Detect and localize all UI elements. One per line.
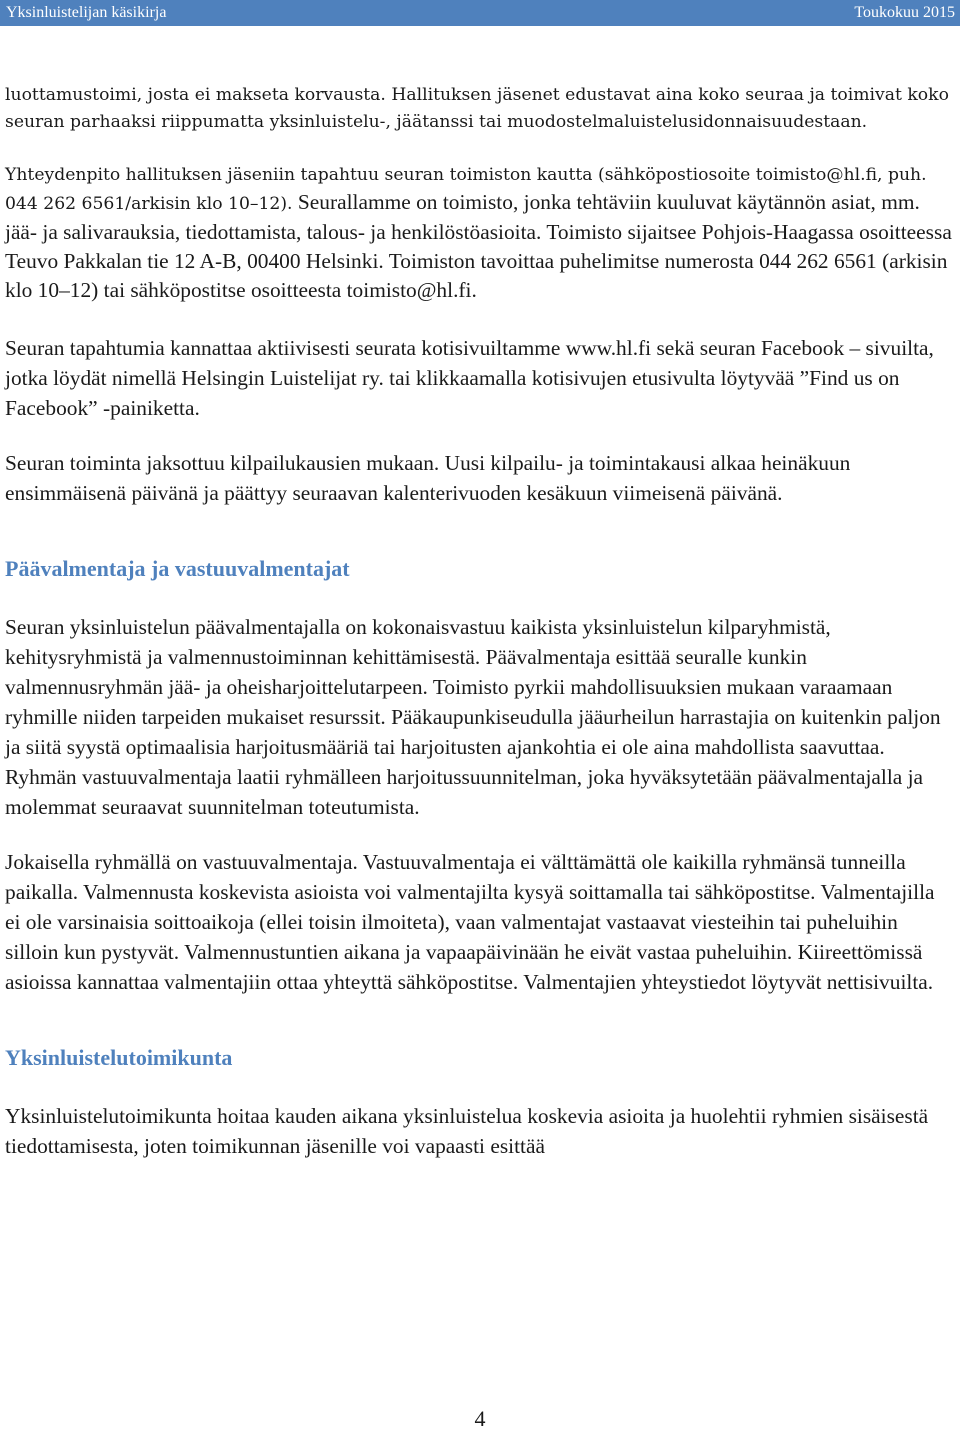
heading-paavalmentaja: Päävalmentaja ja vastuuvalmentajat bbox=[5, 555, 350, 581]
document-date: Toukokuu 2015 bbox=[854, 4, 955, 21]
page-content bbox=[5, 82, 955, 1161]
paragraph-yhteydenpito-part2: Seurallamme on toimisto, jonka tehtäviin kuuluvat käytännön asiat, mm. jää- ja salivarauksia, tiedottamista, talous- ja henkilöstöasioita. Toimisto sijaitsee Pohjois-Haagassa osoitteessa Teuvo Pakkalan tie 12 A-B, 00400 Helsinki. Toimiston tavoittaa puhelimitse numerosta 044 262 6561 (arkisin klo 10–12) tai sähköpostitse osoitteesta toimisto@hl.fi. bbox=[5, 190, 952, 303]
heading-yksinluistelutoimikunta: Yksinluistelutoimikunta bbox=[5, 1044, 233, 1070]
paragraph-yhteydenpito bbox=[5, 162, 955, 307]
paragraph-yksinluistelutoimikunta: Yksinluistelutoimikunta hoitaa kauden aikana yksinluistelua koskevia asioita ja huolehtii ryhmien sisäisestä tiedottamisesta, joten toimikunnan jäsenille voi vapaasti esittää bbox=[5, 1103, 929, 1158]
page-number: 4 bbox=[474, 1406, 486, 1431]
paragraph-vastuuvalmentaja: Jokaisella ryhmällä on vastuuvalmentaja. Vastuuvalmentaja ei välttämättä ole kaikilla ryhmänsä tunneilla paikalla. Valmennusta koskevista asioista voi valmentajilta kysyä soittamalla tai sähköpostitse. Valmentajilla ei ole varsinaisia soittoaikoja (ellei toisin ilmoiteta), vaan valmentajat vastaavat viesteihin tai puheluihin silloin kun pystyvät. Valmennustuntien aikana ja vapaapäivinään he eivät vastaa puheluihin. Kiireettömissä asioissa kannattaa valmentajiin ottaa yhteyttä sähköpostitse. Valmentajien yhteystiedot löytyvät nettisivuilta. bbox=[5, 849, 935, 994]
paragraph-luottamustoimi: luottamustoimi, josta ei makseta korvausta. Hallituksen jäsenet edustavat aina koko seuraa ja toimivat koko seuran parhaaksi riippumatta yksinluistelu-, jäätanssi tai muodostelmaluistelusidonnaisuudestaan. bbox=[5, 85, 949, 133]
document-title: Yksinluistelijan käsikirja bbox=[6, 4, 167, 21]
paragraph-toimintakausi: Seuran toiminta jaksottuu kilpailukausien mukaan. Uusi kilpailu- ja toimintakausi alkaa heinäkuun ensimmäisenä päivänä ja päättyy seuraavan kalenterivuoden kesäkuun viimeisenä päivänä. bbox=[5, 450, 851, 505]
page-header bbox=[0, 0, 960, 26]
paragraph-yhteydenpito-part1: Yhteydenpito hallituksen jäseniin tapahtuu seuran toimiston kautta (sähköpostiosoite toimisto@hl.fi, puh. 044 262 6561/arkisin klo 10–12). bbox=[5, 164, 927, 215]
paragraph-paavalmentaja: Seuran yksinluistelun päävalmentajalla on kokonaisvastuu kaikista yksinluistelun kilparyhmistä, kehitysryhmistä ja valmennustoiminnan kehittämisestä. Päävalmentaja esittää seuralle kunkin valmennusryhmän jää- ja oheisharjoittelutarpeen. Toimisto pyrkii mahdollisuuksien mukaan varaamaan ryhmille niiden tarpeiden mukaiset resurssit. Pääkaupunkiseudulla jääurheilun harrastajia on kuitenkin paljon ja siitä syystä optimaalisia harjoitusmääriä tai harjoitusten ajankohtia ei ole aina mahdollista saavuttaa. Ryhmän vastuuvalmentaja laatii ryhmälleen harjoitussuunnitelman, joka hyväksytetään päävalmentajalla ja molemmat seuraavat suunnitelman toteutumista. bbox=[5, 614, 941, 819]
paragraph-tapahtumat: Seuran tapahtumia kannattaa aktiivisesti seurata kotisivuiltamme www.hl.fi sekä seuran Facebook – sivuilta, jotka löydät nimellä Helsingin Luistelijat ry. tai klikkaamalla kotisivujen etusivulta löytyvää ”Find us on Facebook” -painiketta. bbox=[5, 335, 934, 420]
